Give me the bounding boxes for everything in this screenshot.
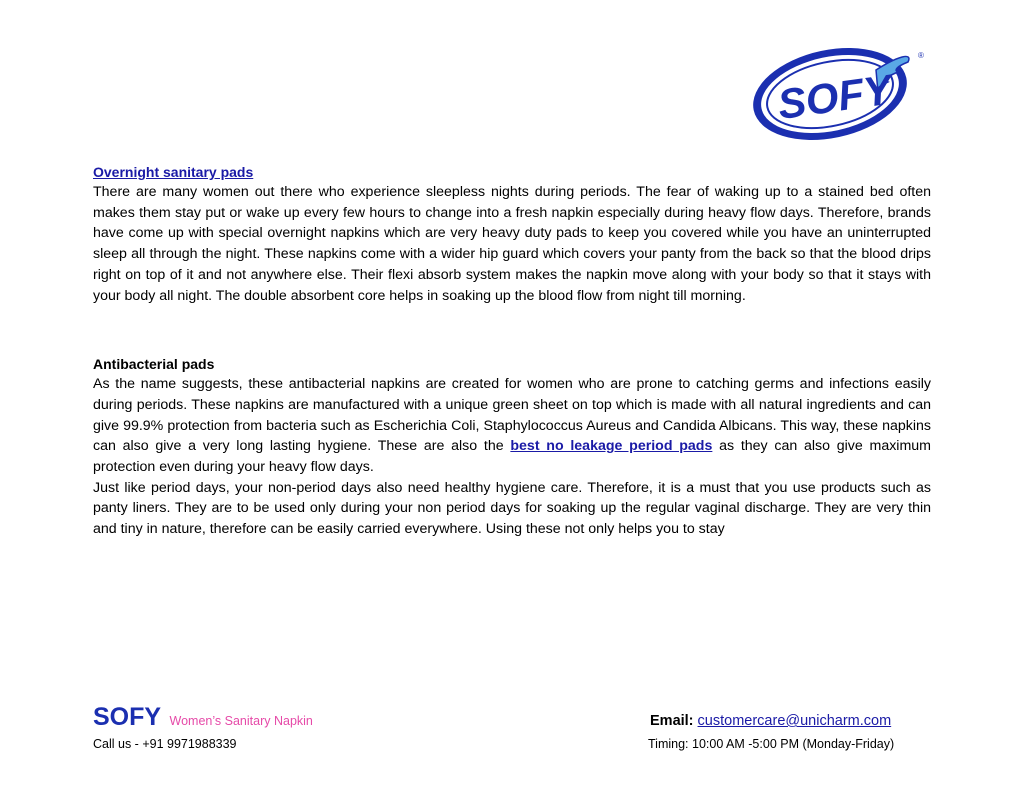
sofy-logo <box>748 40 933 145</box>
footer-email <box>650 713 891 729</box>
footer-phone: Call us - +91 9971988339 <box>93 737 237 751</box>
footer-tagline: Women’s Sanitary Napkin <box>169 714 313 728</box>
footer-email-label: Email: <box>650 713 694 729</box>
sofy-logo-graphic <box>748 40 933 145</box>
liners-paragraph: Just like period days, your non-period days also need healthy hygiene care. Therefore, it is a must that you use products such as panty liners. They are to be used only during your non period days for soaking up the regular vaginal discharge. They are very thin and tiny in nature, therefore can be easily carried everywhere. Using these not only helps you to stay <box>93 479 931 538</box>
footer-brand-name: SOFY <box>93 703 162 731</box>
document-body <box>93 162 931 540</box>
antibacterial-text-before: As the name suggests, these antibacterial napkins are created for women who are prone to catching germs and infections easily during periods. These napkins are manufactured with a unique green sheet on top which is made with all natural ingredients and can give 99.9% protection from bacteria such as Escherichia Coli, Staphylococcus Aureus and Candida Albicans. This way, these napkins can also give a very long lasting hygiene. These are also the <box>93 376 931 455</box>
overnight-heading[interactable]: Overnight sanitary pads <box>93 164 254 180</box>
footer-email-link[interactable]: customercare@unicharm.com <box>697 713 892 729</box>
footer-timing: Timing: 10:00 AM -5:00 PM (Monday-Friday) <box>648 737 895 751</box>
registered-mark: ® <box>918 51 924 60</box>
antibacterial-paragraph <box>93 374 931 478</box>
antibacterial-heading: Antibacterial pads <box>93 356 215 373</box>
footer-brand <box>93 703 313 732</box>
overnight-paragraph: There are many women out there who experience sleepless nights during periods. The fear of waking up to a stained bed often makes them stay put or wake up every few hours to change into a fresh napkin especially during heavy flow days. Therefore, brands have come up with special overnight napkins which are very heavy duty pads to keep you covered while you have an uninterrupted sleep all through the night. These napkins come with a wider hip guard which covers your panty from the back so that the blood drips right on top of it and not anywhere else. Their flexi absorb system makes the napkin move along with your body so that it stays with your body all night. The double absorbent core helps in soaking up the blood flow from night till morning. <box>93 184 931 304</box>
best-no-leakage-link[interactable]: best no leakage period pads <box>510 438 713 455</box>
antibacterial-text-after: as they can also give maximum protection even during your heavy flow days. <box>93 438 931 476</box>
logo-text: SOFY <box>774 65 895 129</box>
page-footer <box>93 703 933 763</box>
